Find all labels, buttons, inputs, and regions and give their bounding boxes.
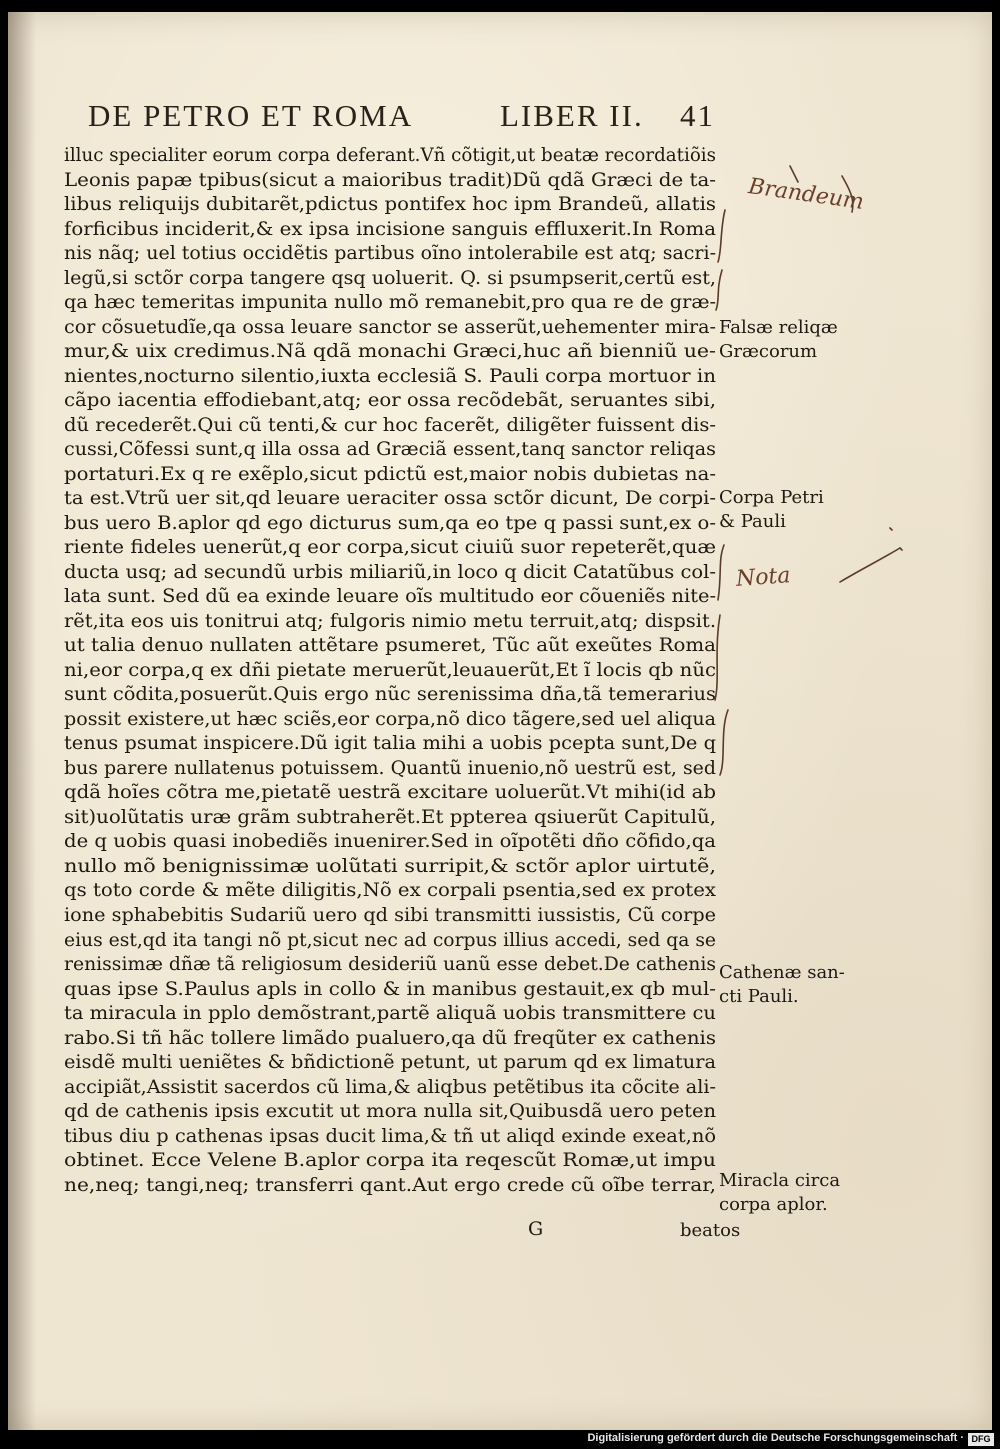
- marginal-note-false-relics: Falsæ reliqæ: [719, 317, 838, 338]
- text-line: ut talia denuo nullaten attẽtare psumeret, Tũc aũt exeũtes Roma: [64, 635, 716, 657]
- text-line: possit existere,ut hæc sciẽs,eor corpa,nõ dico tãgere,sed uel aliqua: [64, 708, 716, 730]
- text-line: ne,neq; tangi,neq; transferri qant.Aut ergo crede cũ oĩbe terrar,: [64, 1174, 717, 1196]
- text-line: ta est.Vtrũ uer sit,qd leuare ueraciter ossa sctõr dicunt, De corpi-: [64, 488, 716, 510]
- text-line: cor cõsuetudĩe,qa ossa leuare sanctor se asserũt,uehementer mira-: [64, 316, 716, 338]
- catchword: beatos: [680, 1220, 741, 1241]
- text-line: tibus diu p cathenas ipsas ducit lima,& tñ ut aliqd exinde exeat,nõ: [64, 1125, 716, 1147]
- text-line: dũ recederẽt.Qui cũ tenti,& cur hoc facerẽt, diligẽter fuissent dis-: [64, 414, 716, 436]
- text-line: obtinet. Ecce Velene B.aplor corpa ita reqescũt Romæ,ut impu: [64, 1150, 716, 1172]
- text-line: cãpo iacentia effodiebant,atq; eor ossa recõdebãt, seruantes sibi,: [64, 390, 716, 412]
- text-line: bus parere nullatenus potuissem. Quantũ inuenio,nõ uestrũ est, sed: [64, 757, 716, 779]
- text-line: tenus psumat inspicere.Dũ igit talia mihi a uobis pcepta sunt,De q: [64, 733, 716, 755]
- gutter-shadow: [8, 12, 36, 1430]
- text-line: qd de cathenis ipsis excutit ut mora nulla sit,Quibusdã uero peten: [64, 1101, 716, 1123]
- text-line: qa hæc temeritas impunita nullo mõ remanebit,pro qua re de græ-: [64, 292, 716, 314]
- text-line: illuc specialiter eorum corpa deferant.Vñ cõtigit,ut beatæ recordatiõis: [64, 145, 716, 166]
- folio-number: 41: [680, 98, 715, 133]
- book-page: [8, 12, 992, 1430]
- marginal-note-corpa-aplor: corpa aplor.: [719, 1194, 828, 1215]
- marginal-note-graecorum: Græcorum: [719, 341, 818, 362]
- body-text: [64, 144, 734, 1198]
- handwritten-note-nota: Nota: [735, 563, 792, 592]
- handwritten-note-brandeum: Brandeum: [746, 174, 866, 215]
- text-line: eisdẽ multi ueniẽtes & bñdictionẽ petunt, ut parum qd ex limatura: [64, 1052, 716, 1074]
- text-line: nientes,nocturno silentio,iuxta ecclesiã S. Pauli corpa mortuor in: [64, 365, 716, 387]
- text-line: sunt cõdita,posuerũt.Quis ergo nũc serenissima dña,tã temerarius: [64, 684, 716, 706]
- running-head-book: LIBER II.: [500, 98, 644, 133]
- text-line: portaturi.Ex q re exẽplo,sicut pdictũ est,maior nobis dubietas na-: [64, 463, 716, 485]
- marginal-note-corpa-petri: Corpa Petri: [719, 487, 824, 508]
- text-line: riente fideles uenerũt,q eor corpa,sicut ciuiũ suor repeterẽt,quæ: [64, 537, 716, 559]
- text-line: sit)uolũtatis uræ grãm subtraherẽt.Et ppterea qsiuerũt Capitulũ,: [64, 806, 716, 828]
- text-line: libus reliquijs dubitarẽt,pdictus pontifex hoc ipm Brandeũ, allatis: [64, 194, 716, 216]
- signature-mark: G: [528, 1218, 544, 1240]
- text-line: rẽt,ita eos uis tonitrui atq; fulgoris nimio metu terruit,atq; dispsit.: [64, 610, 716, 632]
- text-line: legũ,si sctõr corpa tangere qsq uoluerit. Q. si psumpserit,certũ est,: [64, 267, 716, 289]
- running-head: [88, 98, 715, 138]
- text-line: ni,eor corpa,q ex dñi pietate meruerũt,leuauerũt,Et ĩ locis qb nũc: [64, 659, 716, 681]
- dfg-logo: DFG: [968, 1433, 994, 1446]
- text-line: bus uero B.aplor qd ego dicturus sum,qa eo tpe q passi sunt,ex o-: [64, 512, 716, 534]
- text-line: nullo mõ benignissimæ uolũtati surripit,& sctõr aplor uirtutẽ,: [64, 855, 716, 877]
- text-line: nis nãq; uel totius occidẽtis partibus oĩno intolerabile est atq; sacri-: [64, 243, 716, 265]
- text-line: cussi,Cõfessi sunt,q illa ossa ad Græciã essent,tanq sanctor reliqas: [64, 439, 716, 461]
- text-line: qs toto corde & mẽte diligitis,Nõ ex corpali psentia,sed ex protex: [64, 880, 716, 902]
- text-line: renissimæ dñæ tã religiosum desideriũ uanũ esse debet.De cathenis: [64, 954, 716, 976]
- dfg-credit: Digitalisierung gefördert durch die Deutsche Forschungsgemeinschaft ·: [587, 1432, 964, 1444]
- text-line: ducta usq; ad secundũ urbis miliariũ,in loco q dicit Catatũbus col-: [64, 561, 716, 583]
- text-line: ione sphabebitis Sudariũ uero qd sibi transmitti iussistis, Cũ corpe: [64, 904, 716, 926]
- text-line: forficibus inciderit,& ex ipsa incisione sanguis effluxerit.In Roma: [64, 218, 716, 240]
- text-line: lata sunt. Sed dũ ea exinde leuare oĩs multitudo eor cõueniẽs nite-: [64, 586, 716, 608]
- text-line: de q uobis quasi inobediẽs inuenirer.Sed in oĩpotẽti dño cõfido,qa: [64, 831, 716, 853]
- text-line: rabo.Si tñ hãc tollere limãdo pualuero,qa dũ freqũter ex cathenis: [64, 1027, 716, 1049]
- credit-bar: [0, 1430, 1000, 1449]
- text-line: accipiãt,Assistit sacerdos cũ lima,& aliqbus petẽtibus ita cõcite ali-: [64, 1076, 716, 1098]
- marginal-note-et-pauli: & Pauli: [719, 511, 786, 532]
- text-line: ta miracula in pplo demõstrant,partẽ aliquã uobis transmittere cu: [64, 1003, 716, 1025]
- marginal-note-miracula: Miracla circa: [719, 1170, 841, 1191]
- marginal-note-cti-pauli: cti Pauli.: [719, 986, 799, 1007]
- text-line: Leonis papæ tpibus(sicut a maioribus tradit)Dũ qdã Græci de ta-: [64, 169, 716, 191]
- text-line: eius est,qd ita tangi nõ pt,sicut nec ad corpus illius accedi, sed qa se: [64, 929, 716, 951]
- text-line: mur,& uix credimus.Nã qdã monachi Græci,huc añ bienniũ ue-: [64, 341, 716, 363]
- text-line: quas ipse S.Paulus apls in collo & in manibus gestauit,ex qb mul-: [64, 978, 716, 1000]
- text-line: qdã hoĩes cõtra me,pietatẽ uestrã excitare uoluerũt.Vt mihi(id ab: [64, 782, 716, 804]
- running-head-title: DE PETRO ET ROMA: [88, 98, 414, 133]
- marginal-note-cathenae: Cathenæ san-: [719, 962, 845, 983]
